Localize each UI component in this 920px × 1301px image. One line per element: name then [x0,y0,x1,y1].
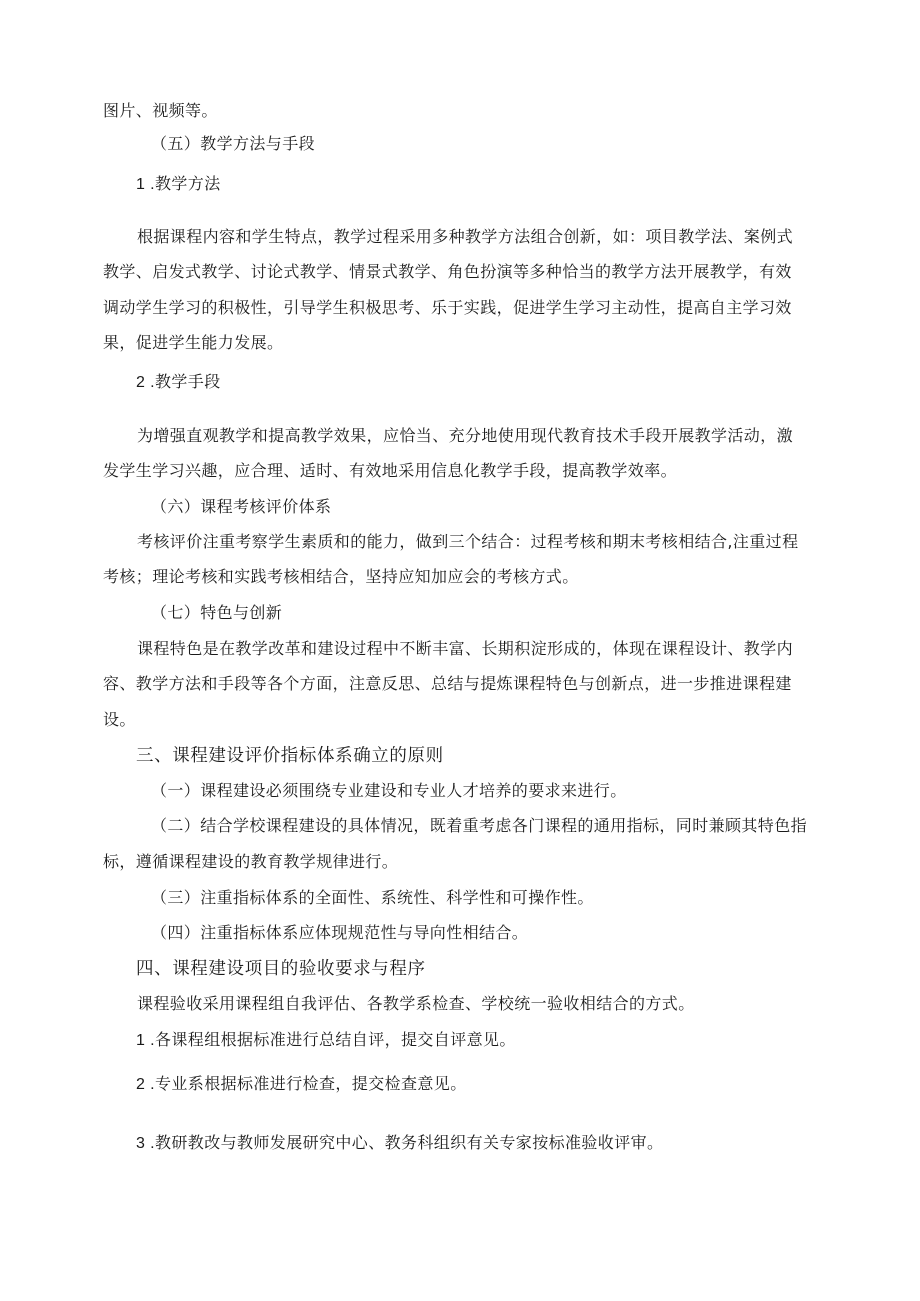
subsection-heading-6: （六）课程考核评价体系 [151,497,332,516]
principle-item: （二）结合学校课程建设的具体情况，既着重考虑各门课程的通用指标，同时兼顾其特色指 [151,816,808,835]
procedure-step: 3 .教研教改与教师发展研究中心、教务科组织有关专家按标准验收评审。 [136,1135,664,1152]
principle-item: （三）注重指标体系的全面性、系统性、科学性和可操作性。 [151,888,594,907]
section-heading-4: 四、课程建设项目的验收要求与程序 [136,959,426,979]
paragraph-line: 图片、视频等。 [103,101,218,120]
procedure-step: 1 .各课程组根据标准进行总结自评，提交自评意见。 [136,1032,516,1049]
paragraph-line: 为增强直观教学和提高教学效果，应恰当、充分地使用现代教育技术手段开展教学活动，激 [137,426,794,445]
paragraph-line: 课程特色是在教学改革和建设过程中不断丰富、长期积淀形成的，体现在课程设计、教学内 [137,639,794,658]
paragraph-line: 课程验收采用课程组自我评估、各教学系检查、学校统一验收相结合的方式。 [137,994,695,1013]
paragraph-line: 根据课程内容和学生特点，教学过程采用多种教学方法组合创新，如：项目教学法、案例式 [137,227,794,246]
section-heading-3: 三、课程建设评价指标体系确立的原则 [136,746,444,766]
subsection-heading-7: （七）特色与创新 [151,603,283,622]
paragraph-line: 发学生学习兴趣，应合理、适时、有效地采用信息化教学手段，提高教学效率。 [103,461,678,480]
paragraph-line: 调动学生学习的积极性，引导学生积极思考、乐于实践，促进学生学习主动性，提高自主学习效 [103,298,792,317]
principle-item: （一）课程建设必须围绕专业建设和专业人才培养的要求来进行。 [151,781,627,800]
paragraph-line: 果，促进学生能力发展。 [103,333,284,352]
principle-item: （四）注重指标体系应体现规范性与导向性相结合。 [151,923,529,942]
procedure-step: 2 .专业系根据标准进行检查，提交检查意见。 [136,1076,467,1093]
subsection-heading-5: （五）教学方法与手段 [151,134,316,153]
paragraph-line: 考核评价注重考察学生素质和的能力，做到三个结合：过程考核和期末考核相结合,注重过程 [137,532,799,551]
paragraph-line: 标，遵循课程建设的教育教学规律进行。 [103,852,399,871]
paragraph-line: 教学、启发式教学、讨论式教学、情景式教学、角色扮演等多种恰当的教学方法开展教学，有效 [103,262,792,281]
paragraph-line: 设。 [103,710,136,729]
item-heading-teaching-methods: 1 .教学方法 [136,176,221,193]
paragraph-line: 容、教学方法和手段等各个方面，注意反思、总结与提炼课程特色与创新点，进一步推进课程建 [103,674,792,693]
paragraph-line: 考核；理论考核和实践考核相结合，坚持应知加应会的考核方式。 [103,567,579,586]
item-heading-teaching-means: 2 .教学手段 [136,374,221,391]
